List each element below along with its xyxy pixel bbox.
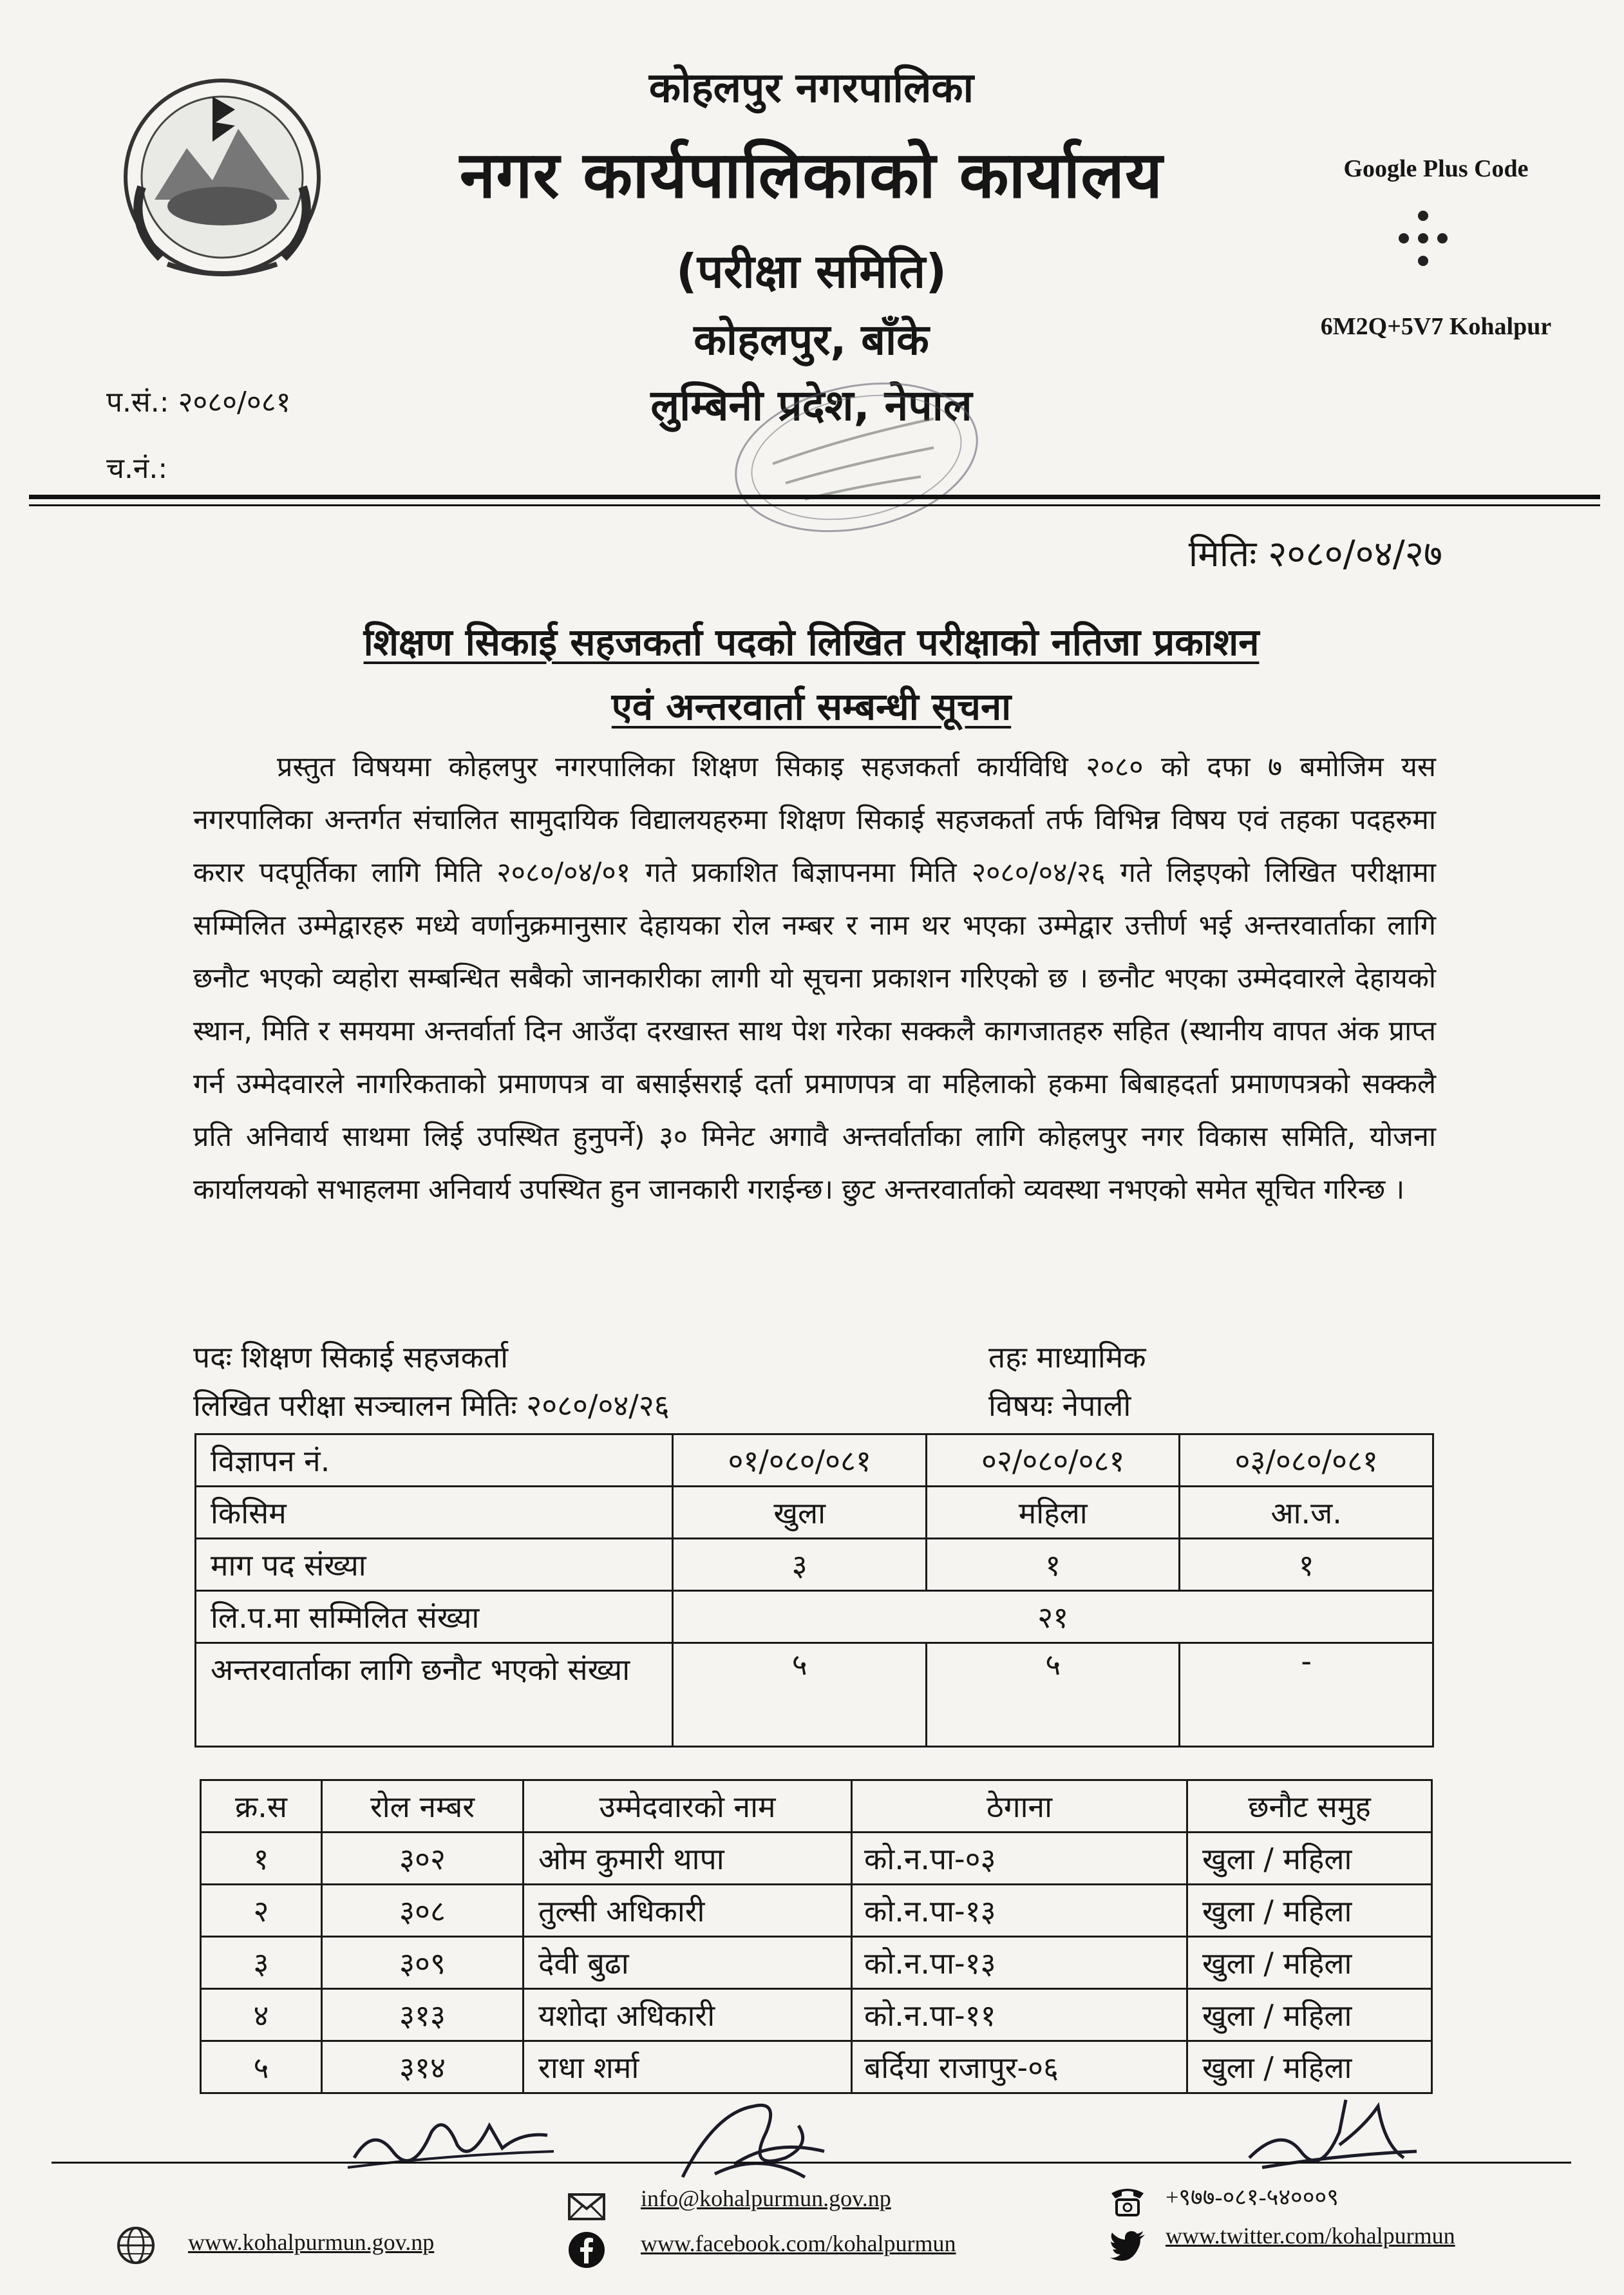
column-header: उम्मेदवारको नाम (524, 1780, 852, 1833)
serial-number: ३ (201, 1937, 322, 1989)
selection-group: खुला / महिला (1187, 2041, 1432, 2093)
header-rule (29, 495, 1600, 499)
vacancy-table (194, 1433, 1434, 1747)
mail-icon (567, 2187, 607, 2227)
notice-title-line1: शिक्षण सिकाई सहजकर्ता पदको लिखित परीक्षाको नतिजा प्रकाशन (363, 620, 1260, 664)
candidate-name: देवी बुढा (524, 1937, 852, 1989)
table-row (201, 1833, 1432, 1885)
table-row (196, 1643, 1433, 1747)
website-link[interactable]: www.kohalpurmun.gov.np (188, 2229, 435, 2255)
committee-name: (परीक्षा समिति) (675, 244, 947, 298)
column-header: ठेगाना (852, 1780, 1187, 1833)
facebook-link[interactable]: www.facebook.com/kohalpurmun (641, 2231, 956, 2256)
notice-date: मितिः २०८०/०४/२७ (1188, 533, 1442, 575)
candidate-address: को.न.पा-११ (852, 1989, 1187, 2041)
candidate-name: तुल्सी अधिकारी (524, 1885, 852, 1937)
office-stamp (676, 361, 998, 541)
signature-3 (1211, 2087, 1442, 2184)
candidate-address: को.न.पा-०३ (852, 1833, 1187, 1885)
phone-number: +९७७-०८१-५४०००९ (1166, 2184, 1339, 2210)
vacancy-type: आ.ज. (1180, 1487, 1433, 1539)
google-plus-code: 6M2Q+5V7 Kohalpur (1320, 313, 1552, 340)
column-header: क्र.स (201, 1780, 322, 1833)
table-row (196, 1539, 1433, 1591)
header-rule-thin (29, 504, 1600, 506)
notice-body: प्रस्तुत विषयमा कोहलपुर नगरपालिका शिक्षण सिकाइ सहजकर्ता कार्यविधि २०८० को दफा ७ बमोजिम यस नगरपालिका अन्तर्गत संचालित सामुदायिक विद्यालयहरुमा शिक्षण सिकाई सहजकर्ता तर्फ विभिन्न विषय एवं तहका पदहरुमा करार पदपूर्तिका लागि मिति २०८०/०४/०१ गते प्रकाशित बिज्ञापनमा मिति २०८०/०४/२६ गते लिइएको लिखित परीक्षामा सम्मिलित उम्मेद्वारहरु मध्ये वर्णानुक्रमानुसार देहायका रोल नम्बर र नाम थर भएका उम्मेद्वार उत्तीर्ण भई अन्तरवार्ताका लागि छनौट भएको व्यहोरा सम्बन्धित सबैको जानकारीका लागी यो सूचना प्रकाशन गरिएको छ । छनौट भएका उम्मेदवारले देहायको स्थान, मिति र समयमा अन्तर्वार्ता दिन आउँदा दरखास्त साथ पेश गरेका सक्कलै कागजातहरु सहित (स्थानीय वापत अंक प्राप्त गर्न उम्मेदवारले नागरिकताको प्रमाणपत्र वा बसाईसराई दर्ता प्रमाणपत्र वा महिलाको हकमा बिबाहदर्ता प्रमाणपत्रको सक्कलै प्रति अनिवार्य साथमा लिई उपस्थित हुनुपर्ने) ३० मिनेट अगावै अन्तर्वार्ताका लागि कोहलपुर नगर विकास समिति, योजना कार्यालयको सभाहलमा अनिवार्य उपस्थित हुन जानकारी गराईन्छ। छुट अन्तरवार्ताको व्यवस्था नभएको समेत सूचित गरिन्छ । (193, 751, 1436, 1206)
row-label-text: अन्तरवार्ताका लागि छनौट भएको संख्या (211, 1652, 630, 1687)
shortlisted-count: ५ (926, 1643, 1180, 1747)
demand-count: ३ (673, 1539, 927, 1591)
serial-number: २ (201, 1885, 322, 1937)
serial-number: ४ (201, 1989, 322, 2041)
level-label: तहः माध्यामिक (988, 1340, 1146, 1375)
selection-group: खुला / महिला (1187, 1885, 1432, 1937)
notice-title-line2: एवं अन्तरवार्ता सम्बन्धी सूचना (611, 685, 1012, 728)
roll-number: ३१४ (322, 2041, 524, 2093)
ad-number: ०१/०८०/०८१ (673, 1434, 927, 1487)
office-province: लुम्बिनी प्रदेश, नेपाल (650, 381, 972, 430)
ad-number: ०२/०८०/०८१ (926, 1434, 1180, 1487)
column-header: छनौट समुह (1187, 1780, 1432, 1833)
vacancy-type: खुला (673, 1487, 927, 1539)
plus-code-icon (1391, 209, 1455, 267)
candidate-name: ओम कुमारी थापा (524, 1833, 852, 1885)
globe-icon (116, 2225, 156, 2265)
selection-group: खुला / महिला (1187, 1989, 1432, 2041)
roll-number: ३०८ (322, 1885, 524, 1937)
google-plus-code-label: Google Plus Code (1343, 155, 1529, 182)
selection-group: खुला / महिला (1187, 1833, 1432, 1885)
table-row (201, 1989, 1432, 2041)
candidate-name: यशोदा अधिकारी (524, 1989, 852, 2041)
row-label: विज्ञापन नं. (196, 1434, 673, 1487)
footer-rule (52, 2162, 1571, 2164)
dispatch-number: च.नं.: (106, 452, 168, 485)
selection-group: खुला / महिला (1187, 1937, 1432, 1989)
subject-label: विषयः नेपाली (988, 1388, 1131, 1423)
row-label (196, 1643, 673, 1747)
table-row (201, 1937, 1432, 1989)
candidates-table (200, 1779, 1433, 2094)
signature-1 (335, 2087, 567, 2184)
demand-count: १ (1180, 1539, 1433, 1591)
demand-count: १ (926, 1539, 1180, 1591)
signature-2 (657, 2087, 863, 2184)
appeared-count: २१ (673, 1591, 1433, 1643)
municipality-name: कोहलपुर नगरपालिका (648, 64, 974, 112)
serial-number: १ (201, 1833, 322, 1885)
table-row (196, 1434, 1433, 1487)
roll-number: ३०२ (322, 1833, 524, 1885)
table-row (196, 1591, 1433, 1643)
serial-number: ५ (201, 2041, 322, 2093)
exam-date-label: लिखित परीक्षा सञ्चालन मितिः २०८०/०४/२६ (193, 1388, 670, 1423)
twitter-icon (1108, 2225, 1147, 2265)
nepal-emblem-icon (116, 71, 328, 283)
candidate-address: को.न.पा-१३ (852, 1937, 1187, 1989)
candidate-name: राधा शर्मा (524, 2041, 852, 2093)
vacancy-type: महिला (926, 1487, 1180, 1539)
email-link[interactable]: info@kohalpurmun.gov.np (641, 2185, 891, 2211)
roll-number: ३१३ (322, 1989, 524, 2041)
twitter-link[interactable]: www.twitter.com/kohalpurmun (1166, 2223, 1455, 2249)
row-label: लि.प.मा सम्मिलित संख्या (196, 1591, 673, 1643)
table-row (201, 1885, 1432, 1937)
candidate-address: को.न.पा-१३ (852, 1885, 1187, 1937)
table-header-row (201, 1780, 1432, 1833)
office-name: नगर कार्यपालिकाको कार्यालय (459, 137, 1164, 213)
row-label: किसिम (196, 1487, 673, 1539)
facebook-icon (567, 2230, 607, 2270)
row-label: माग पद संख्या (196, 1539, 673, 1591)
shortlisted-count: ५ (673, 1643, 927, 1747)
notice-subtitle (167, 680, 1455, 730)
office-city: कोहलपुर, बाँके (694, 315, 929, 365)
phone-icon (1108, 2180, 1147, 2220)
roll-number: ३०९ (322, 1937, 524, 1989)
notice-title (167, 615, 1455, 666)
table-row (201, 2041, 1432, 2093)
table-row (196, 1487, 1433, 1539)
column-header: रोल नम्बर (322, 1780, 524, 1833)
reference-number: प.सं.: २०८०/०८१ (106, 386, 291, 419)
candidate-address: बर्दिया राजापुर-०६ (852, 2041, 1187, 2093)
post-label: पदः शिक्षण सिकाई सहजकर्ता (193, 1340, 509, 1375)
ad-number: ०३/०८०/०८१ (1180, 1434, 1433, 1487)
shortlisted-count: - (1180, 1643, 1433, 1747)
